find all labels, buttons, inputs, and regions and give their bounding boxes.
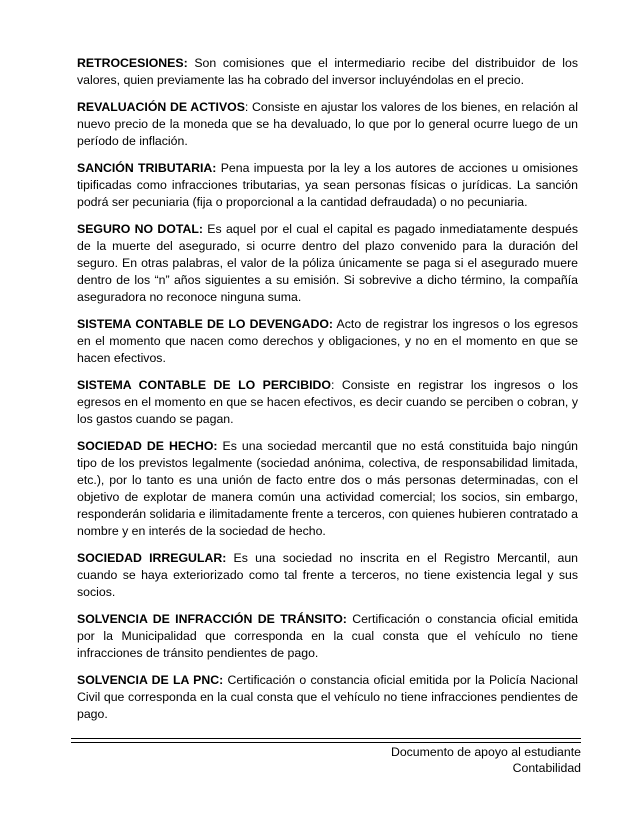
entry-definition: : Consiste en ajustar los valores de los bienes, en relación al nuevo precio de la moneda que se ha devaluado, lo que por lo general ocurre luego de un período de inflación. xyxy=(77,100,578,148)
glossary-entry xyxy=(77,221,578,306)
glossary-entry xyxy=(77,316,578,367)
entry-term: SOLVENCIA DE INFRACCIÓN DE TRÁNSITO: xyxy=(77,612,347,626)
entry-definition: Certificación o constancia oficial emitida por la Municipalidad que corresponda en la cual consta que el vehículo no tiene infracciones de tránsito pendientes de pago. xyxy=(77,612,578,660)
entry-term: SOCIEDAD IRREGULAR: xyxy=(77,551,227,565)
glossary-body xyxy=(77,55,578,733)
glossary-entry xyxy=(77,438,578,540)
entry-term: SANCIÓN TRIBUTARIA: xyxy=(77,161,217,175)
entry-term: SEGURO NO DOTAL: xyxy=(77,222,203,236)
glossary-entry xyxy=(77,611,578,662)
footer-line-2: Contabilidad xyxy=(512,761,581,775)
entry-term: SOCIEDAD DE HECHO: xyxy=(77,439,218,453)
glossary-entry xyxy=(77,160,578,211)
entry-term: SISTEMA CONTABLE DE LO PERCIBIDO xyxy=(77,378,331,392)
footer-line-1: Documento de apoyo al estudiante xyxy=(390,745,581,759)
glossary-entry xyxy=(77,55,578,89)
entry-term: SISTEMA CONTABLE DE LO DEVENGADO: xyxy=(77,317,334,331)
glossary-entry xyxy=(77,99,578,150)
entry-term: RETROCESIONES: xyxy=(77,56,188,70)
glossary-entry xyxy=(77,550,578,601)
entry-definition: Es una sociedad mercantil que no está constituida bajo ningún tipo de los previstos legalmente (sociedad anónima, colectiva, de responsabilidad limitada, etc.), por lo tanto es una unión de facto entre dos o más personas determinadas, con el objetivo de explotar de manera común una actividad comercial; los socios, sin embargo, responderán solidaria e ilimitadamente frente a terceros, con quienes hubieren contratado a nombre y en interés de la sociedad de hecho. xyxy=(77,439,578,538)
entry-definition: Certificación o constancia oficial emitida por la Policía Nacional Civil que corresponda en la cual consta que el vehículo no tiene infracciones pendientes de pago. xyxy=(77,673,578,721)
entry-term: REVALUACIÓN DE ACTIVOS xyxy=(77,100,245,114)
entry-term: SOLVENCIA DE LA PNC: xyxy=(77,673,224,687)
footer-divider xyxy=(71,742,581,743)
page-footer xyxy=(391,744,581,776)
glossary-entry xyxy=(77,672,578,723)
entry-definition: Acto de registrar los ingresos o los egresos en el momento que nacen como derechos y obligaciones, y no en el momento en que se hacen efectivos. xyxy=(77,317,579,365)
glossary-entry xyxy=(77,377,578,428)
entry-definition: Pena impuesta por la ley a los autores de acciones u omisiones tipificadas como infracciones tributarias, ya sean personas físicas o jurídicas. La sanción podrá ser pecuniaria (fija o proporcional a la cantidad defraudada) o no pecuniaria. xyxy=(77,161,578,209)
entry-definition: Son comisiones que el intermediario recibe del distribuidor de los valores, quien previamente las ha cobrado del inversor incluyéndolas en el precio. xyxy=(77,56,578,87)
entry-definition: : Consiste en registrar los ingresos o los egresos en el momento en que se hacen efectivos, es decir cuando se perciben o cobran, y los gastos cuando se pagan. xyxy=(77,378,578,426)
footer-divider xyxy=(71,738,581,739)
entry-definition: Es aquel por el cual el capital es pagado inmediatamente después de la muerte del asegurado, si ocurre dentro del plazo convenido para la duración del seguro. En otras palabras, el valor de la póliza únicamente se paga si el asegurado muere dentro de los “n” años siguientes a su emisión. Si sobrevive a dicho término, la compañía aseguradora no reconoce ninguna suma. xyxy=(77,222,579,304)
entry-definition: Es una sociedad no inscrita en el Registro Mercantil, aun cuando se haya exteriorizado como tal frente a terceros, no tiene existencia legal y sus socios. xyxy=(77,551,578,599)
